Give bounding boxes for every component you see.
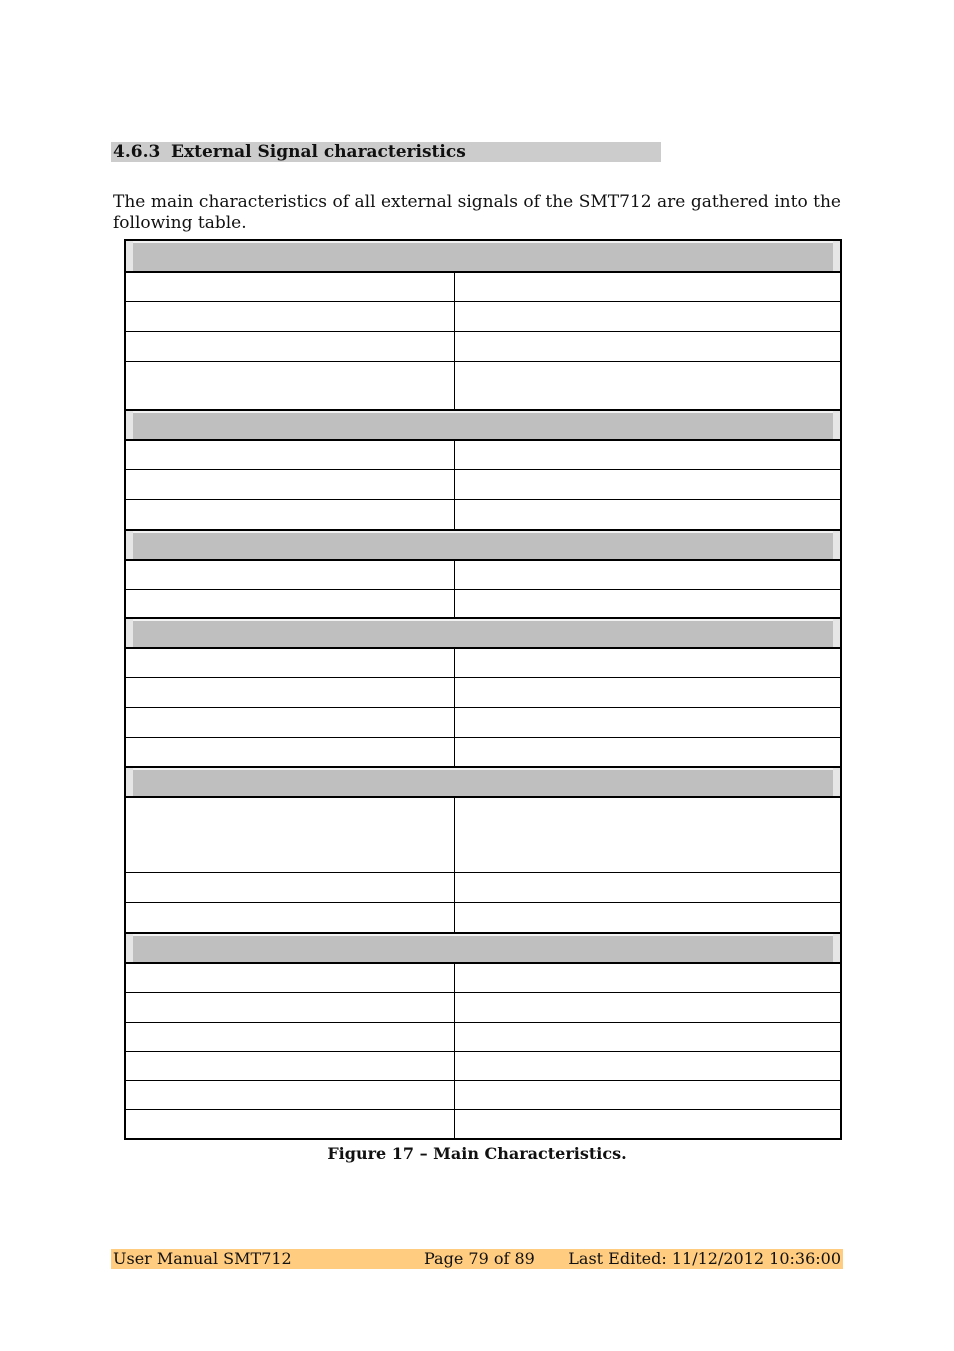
table-row [126, 301, 840, 331]
figure-caption: Figure 17 – Main Characteristics. [327, 1144, 627, 1163]
table-cell-parameter [126, 561, 455, 589]
table-cell-parameter [126, 873, 455, 902]
table-row [126, 1109, 840, 1138]
table-cell-parameter [126, 332, 455, 361]
table-cell-parameter [126, 590, 455, 617]
table-cell-value [455, 678, 840, 707]
characteristics-table [124, 239, 842, 1140]
table-cell-parameter [126, 362, 455, 409]
table-cell-value [455, 1081, 840, 1109]
table-cell-value [455, 332, 840, 361]
table-row [126, 737, 840, 766]
table-cell-parameter [126, 678, 455, 707]
table-cell-value [455, 273, 840, 301]
table-cell-value [455, 738, 840, 766]
table-cell-value [455, 903, 840, 932]
table-cell-value [455, 561, 840, 589]
table-cell-value [455, 708, 840, 737]
table-cell-parameter [126, 470, 455, 499]
table-cell-value [455, 590, 840, 617]
table-cell-parameter [126, 273, 455, 301]
table-section-header [126, 617, 840, 647]
footer-last-edited: Last Edited: 11/12/2012 10:36:00 [568, 1249, 841, 1268]
table-section-header [126, 241, 840, 271]
table-cell-value [455, 993, 840, 1022]
table-cell-parameter [126, 964, 455, 992]
table-cell-value [455, 1023, 840, 1051]
table-cell-parameter [126, 500, 455, 529]
table-row [126, 1080, 840, 1109]
table-section-header [126, 766, 840, 796]
table-row [126, 992, 840, 1022]
table-cell-parameter [126, 441, 455, 469]
table-row [126, 361, 840, 409]
table-row [126, 872, 840, 902]
table-cell-value [455, 964, 840, 992]
table-cell-parameter [126, 738, 455, 766]
table-cell-parameter [126, 302, 455, 331]
table-cell-value [455, 362, 840, 409]
table-row [126, 707, 840, 737]
table-cell-value [455, 441, 840, 469]
table-row [126, 331, 840, 361]
table-cell-parameter [126, 1023, 455, 1051]
table-row [126, 677, 840, 707]
table-row [126, 1022, 840, 1051]
page-footer [111, 1249, 843, 1269]
table-cell-value [455, 470, 840, 499]
table-cell-value [455, 500, 840, 529]
table-cell-parameter [126, 1052, 455, 1080]
table-row [126, 1051, 840, 1080]
table-cell-value [455, 649, 840, 677]
table-cell-parameter [126, 708, 455, 737]
table-cell-value [455, 1052, 840, 1080]
table-row [126, 902, 840, 932]
table-row [126, 499, 840, 529]
table-cell-parameter [126, 903, 455, 932]
table-row [126, 559, 840, 589]
table-cell-parameter [126, 1110, 455, 1138]
table-cell-parameter [126, 1081, 455, 1109]
table-cell-value [455, 302, 840, 331]
table-section-header [126, 409, 840, 439]
section-heading [111, 142, 661, 162]
table-section-header [126, 932, 840, 962]
table-cell-value [455, 873, 840, 902]
intro-paragraph: The main characteristics of all external signals of the SMT712 are gathered into the following table. [113, 192, 841, 233]
table-cell-parameter [126, 649, 455, 677]
table-section-header [126, 529, 840, 559]
table-row [126, 647, 840, 677]
table-cell-parameter [126, 993, 455, 1022]
table-row [126, 469, 840, 499]
footer-document-title: User Manual SMT712 [113, 1249, 292, 1268]
table-row [126, 439, 840, 469]
table-cell-value [455, 798, 840, 872]
section-number: 4.6.3 [113, 142, 161, 162]
section-title: External Signal characteristics [171, 142, 466, 162]
footer-page-number: Page 79 of 89 [424, 1249, 535, 1268]
table-cell-parameter [126, 798, 455, 872]
table-row [126, 271, 840, 301]
table-row [126, 589, 840, 617]
table-row [126, 796, 840, 872]
table-row [126, 962, 840, 992]
table-cell-value [455, 1110, 840, 1138]
